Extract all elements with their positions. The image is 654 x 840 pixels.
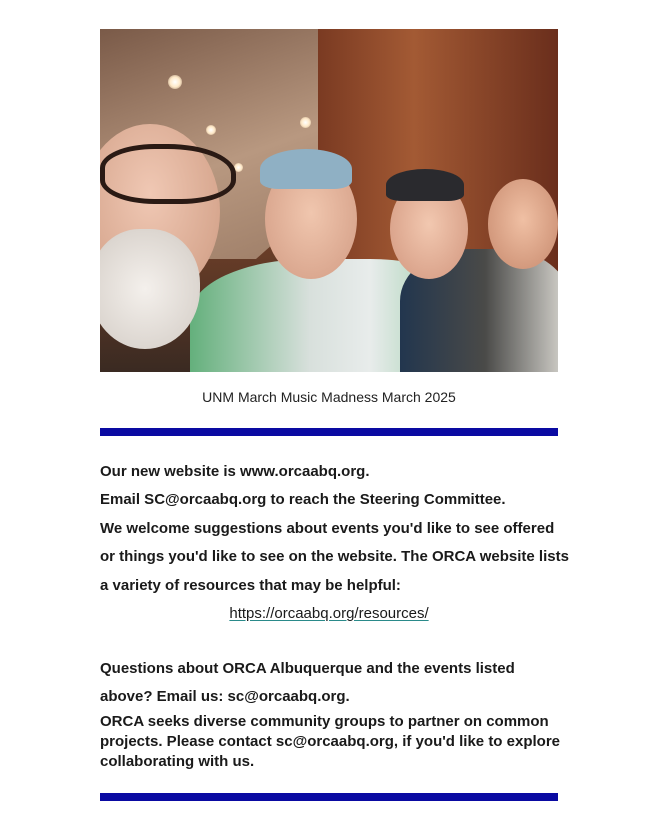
person-face (488, 179, 558, 269)
person-beard (100, 229, 200, 349)
ceiling-light (300, 117, 311, 128)
suggestions-line-3: a variety of resources that may be helpful: (100, 577, 401, 594)
partner-line: ORCA seeks diverse community groups to partner on common (100, 713, 549, 730)
event-photo (100, 29, 558, 372)
resources-link[interactable]: https://orcaabq.org/resources/ (229, 605, 429, 622)
photo-caption: UNM March Music Madness March 2025 (202, 389, 456, 405)
suggestions-line: We welcome suggestions about events you'd like to see offered (100, 520, 555, 537)
divider-top (100, 428, 558, 436)
person-cap (260, 149, 352, 189)
questions-line: Questions about ORCA Albuquerque and the events listed (100, 660, 515, 677)
questions-line-2: above? Email us: sc@orcaabq.org. (100, 688, 350, 705)
resources-link-container (100, 605, 558, 622)
email-line: Email SC@orcaabq.org to reach the Steering Committee. (100, 491, 506, 508)
website-line: Our new website is www.orcaabq.org. (100, 463, 370, 480)
ceiling-light (206, 125, 216, 135)
divider-bottom (100, 793, 558, 801)
person-cap (386, 169, 464, 201)
person-glasses (100, 144, 236, 204)
ceiling-light (168, 75, 182, 89)
partner-line-3: collaborating with us. (100, 753, 255, 770)
partner-line-2: projects. Please contact sc@orcaabq.org, if you'd like to explore (100, 733, 560, 750)
suggestions-line-2: or things you'd like to see on the website. The ORCA website lists (100, 548, 569, 565)
